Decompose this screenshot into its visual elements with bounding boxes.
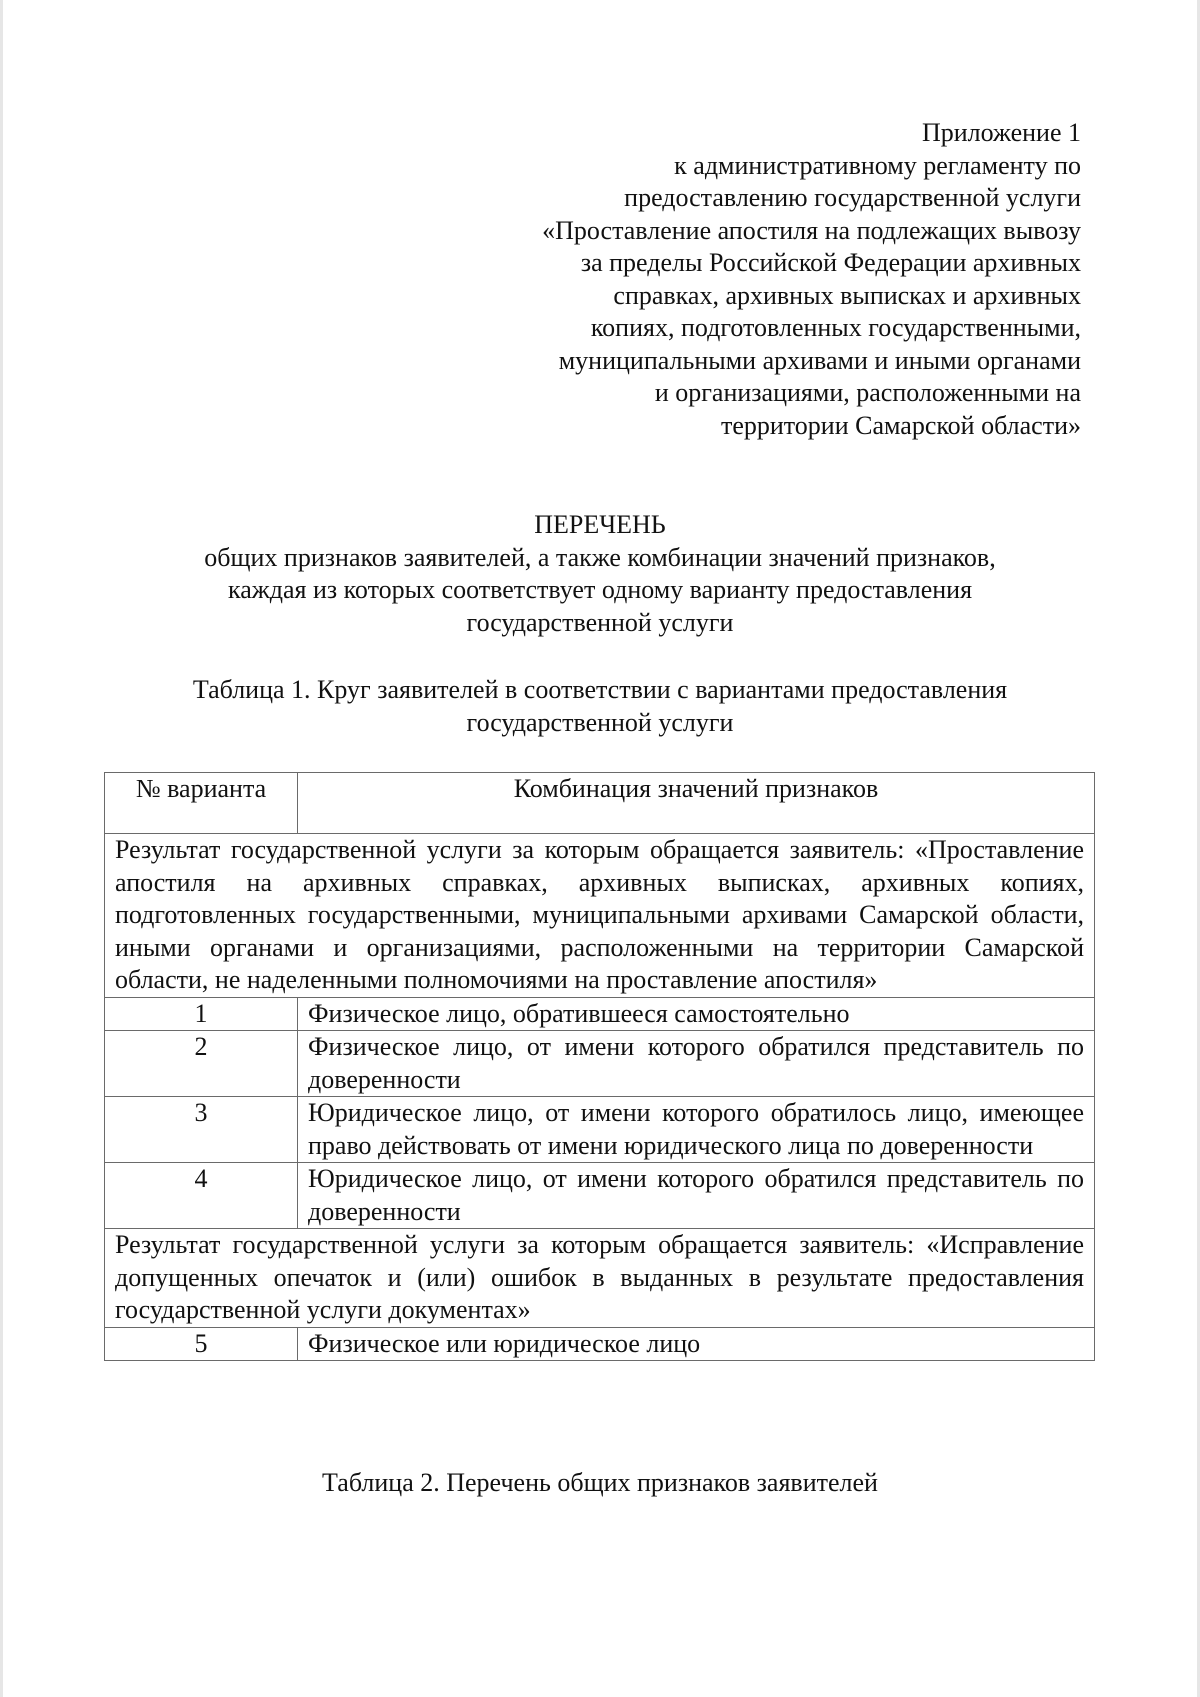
table-header-row — [105, 773, 1095, 834]
result-text: Результат государственной услуги за которым обращается заявитель: «Исправление допущенных опечаток и (или) ошибок в выданных в результате предоставления государственной услуги документах» — [105, 1229, 1095, 1328]
variant-number: 2 — [105, 1031, 298, 1097]
table2-caption — [0, 1467, 1200, 1500]
title-line: государственной услуги — [466, 607, 734, 637]
result-text: Результат государственной услуги за которым обращается заявитель: «Проставление апостиля на архивных справках, архивных выписках, архивных копиях, подготовленных государственными, муниципальными архивами Самарской области, иными органами и организациями, расположенными на территории Самарской области, не наделенными полномочиями на проставление апостиля» — [105, 834, 1095, 998]
header-variant-number: № варианта — [105, 773, 298, 834]
appendix-line: муниципальными архивами и иными органами — [558, 345, 1081, 375]
table-row — [105, 1031, 1095, 1097]
result-row — [105, 834, 1095, 998]
variant-combination: Физическое лицо, от имени которого обратился представитель по доверенности — [298, 1031, 1095, 1097]
table1-caption-line: государственной услуги — [466, 707, 734, 737]
table1-caption — [0, 674, 1200, 739]
variant-number: 5 — [105, 1327, 298, 1361]
page-edge-left — [0, 0, 3, 1697]
table-row — [105, 1327, 1095, 1361]
variant-combination: Юридическое лицо, от имени которого обратился представитель по доверенности — [298, 1163, 1095, 1229]
table2-caption-line: Таблица 2. Перечень общих признаков заявителей — [322, 1468, 878, 1497]
appendix-line: и организациями, расположенными на — [654, 378, 1081, 407]
appendix-line: территории Самарской области» — [720, 410, 1081, 440]
appendix-line: Приложение 1 — [921, 118, 1081, 147]
table-row — [105, 1097, 1095, 1163]
variant-combination: Юридическое лицо, от имени которого обратилось лицо, имеющее право действовать от имени юридического лица по доверенности — [298, 1097, 1095, 1163]
variant-combination: Физическое или юридическое лицо — [298, 1327, 1095, 1361]
header-combination: Комбинация значений признаков — [298, 773, 1095, 834]
appendix-line: справках, архивных выписках и архивных — [613, 280, 1081, 310]
title-line: общих признаков заявителей, а также комбинации значений признаков, — [204, 542, 996, 572]
title-heading: ПЕРЕЧЕНЬ — [534, 510, 666, 539]
table1-caption-line: Таблица 1. Круг заявителей в соответствии с вариантами предоставления — [192, 675, 1008, 704]
appendix-line: «Проставление апостиля на подлежащих вывозу — [542, 215, 1081, 245]
table-row — [105, 1163, 1095, 1229]
title-line: каждая из которых соответствует одному варианту предоставления — [227, 575, 973, 604]
table-row — [105, 997, 1095, 1031]
appendix-line: копиях, подготовленных государственными, — [590, 313, 1081, 342]
appendix-line: к административному регламенту по — [674, 150, 1081, 180]
result-row — [105, 1229, 1095, 1328]
variant-number: 4 — [105, 1163, 298, 1229]
variants-table — [104, 772, 1095, 1361]
appendix-note — [542, 117, 1081, 442]
variant-combination: Физическое лицо, обратившееся самостоятельно — [298, 997, 1095, 1031]
variant-number: 3 — [105, 1097, 298, 1163]
variant-number: 1 — [105, 997, 298, 1031]
document-title — [0, 509, 1200, 639]
appendix-line: предоставлению государственной услуги — [624, 183, 1081, 212]
appendix-line: за пределы Российской Федерации архивных — [580, 248, 1081, 277]
